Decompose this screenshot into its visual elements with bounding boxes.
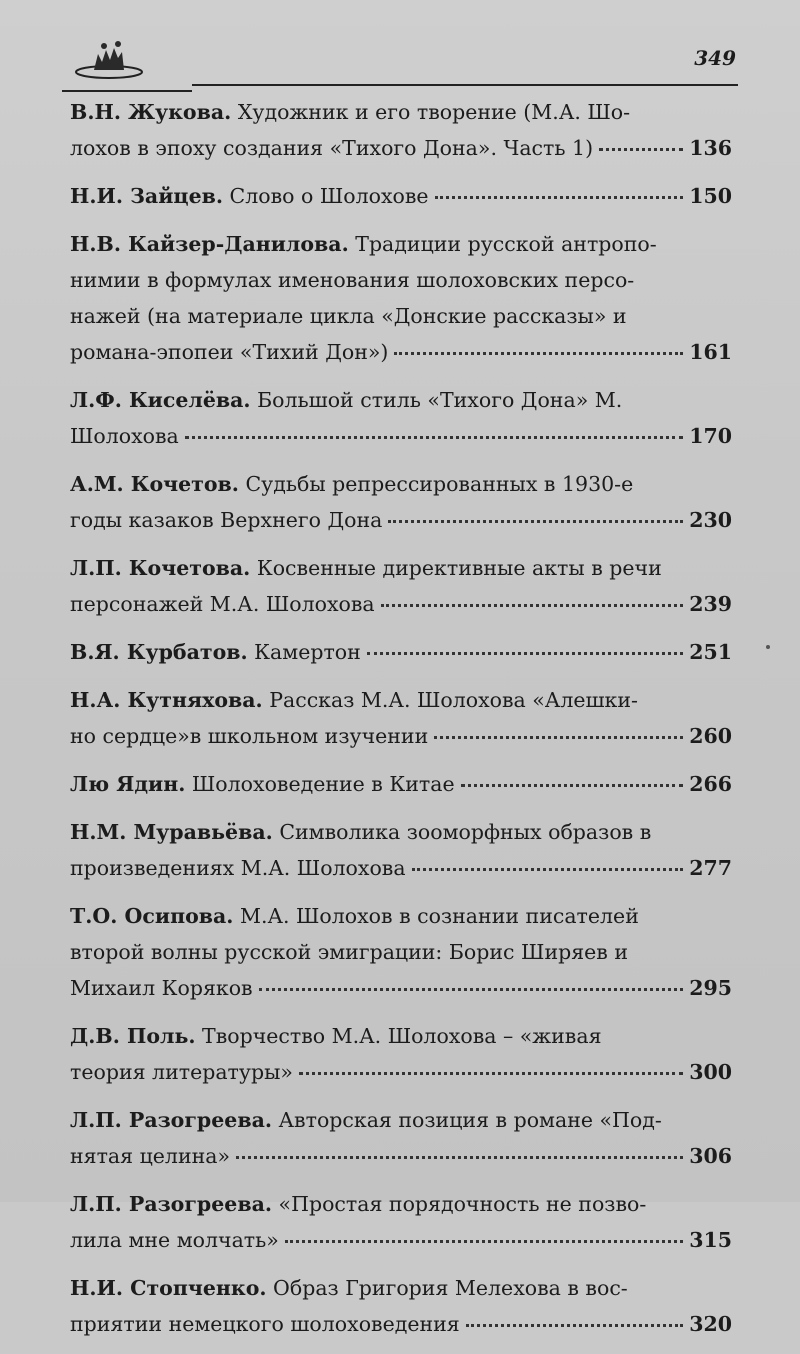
- toc-entry-last-line: [70, 334, 732, 370]
- dot-leader: [435, 196, 684, 199]
- toc-title-part: лила мне молчать»: [70, 1228, 279, 1252]
- toc-author: Л.П. Кочетова.: [70, 556, 251, 580]
- toc-entry-last-line: [70, 766, 732, 802]
- toc-title-part: второй волны русской эмиграции: Борис Ширяев и: [70, 940, 629, 964]
- toc-entry-line: [70, 814, 732, 850]
- toc-title-part: Авторская позиция в романе «Под-: [278, 1108, 662, 1132]
- toc-author: Н.В. Кайзер-Данилова.: [70, 232, 349, 256]
- dot-leader: [394, 352, 683, 355]
- toc-title-part: Символика зооморфных образов в: [279, 820, 652, 844]
- toc-author: Л.П. Разогреева.: [70, 1192, 272, 1216]
- page-header: [62, 28, 738, 90]
- toc-title-part: теория литературы»: [70, 1060, 293, 1084]
- toc-entry: [70, 1102, 732, 1174]
- toc-author: В.Я. Курбатов.: [70, 640, 248, 664]
- toc-page-number: 315: [689, 1228, 732, 1252]
- toc-entry: [70, 814, 732, 886]
- toc-entry: [70, 550, 732, 622]
- toc-entry-last-line: [70, 178, 732, 214]
- toc-entry-last-line: [70, 1222, 732, 1258]
- toc-entry-last-line: [70, 130, 732, 166]
- toc-entry-last-line: [70, 970, 732, 1006]
- toc-author: Н.М. Муравьёва.: [70, 820, 273, 844]
- dot-leader: [381, 604, 684, 607]
- toc-page-number: 300: [689, 1060, 732, 1084]
- toc-page-number: 251: [689, 640, 732, 664]
- toc-author: Д.В. Поль.: [70, 1024, 196, 1048]
- toc-title-part: Косвенные директивные акты в речи: [256, 556, 662, 580]
- toc-entry-line: [70, 94, 732, 130]
- toc-entry-last-line: [70, 718, 732, 754]
- toc-title-part: годы казаков Верхнего Дона: [70, 508, 383, 532]
- toc-author: Л.П. Разогреева.: [70, 1108, 272, 1132]
- toc-entry-last-line: [70, 586, 732, 622]
- dot-leader: [412, 868, 684, 871]
- toc-title-part: Рассказ М.А. Шолохова «Алешки-: [269, 688, 638, 712]
- table-of-contents: [70, 94, 732, 1354]
- toc-page-number: 136: [689, 136, 732, 160]
- toc-page-number: 150: [689, 184, 732, 208]
- toc-entry: [70, 1186, 732, 1258]
- toc-author: Н.И. Зайцев.: [70, 184, 223, 208]
- toc-entry-last-line: [70, 502, 732, 538]
- dot-leader: [388, 520, 683, 523]
- toc-title-part: приятии немецкого шолоховедения: [70, 1312, 460, 1336]
- toc-title-part: Камертон: [254, 640, 361, 664]
- toc-page-number: 260: [689, 724, 732, 748]
- toc-title-part: Шолоховедение в Китае: [191, 772, 455, 796]
- toc-entry-line: [70, 226, 732, 262]
- toc-entry-last-line: [70, 1138, 732, 1174]
- toc-title-part: «Простая порядочность не позво-: [278, 1192, 647, 1216]
- toc-entry: [70, 382, 732, 454]
- toc-page-number: 239: [689, 592, 732, 616]
- dot-leader: [434, 736, 683, 739]
- toc-page-number: 230: [689, 508, 732, 532]
- toc-title-part: романа-эпопеи «Тихий Дон»): [70, 340, 389, 364]
- toc-page-number: 161: [689, 340, 732, 364]
- toc-entry-last-line: [70, 634, 732, 670]
- toc-title-part: Шолохова: [70, 424, 179, 448]
- dot-leader: [259, 988, 684, 991]
- toc-entry: [70, 634, 732, 670]
- toc-title-part: Слово о Шолохове: [229, 184, 429, 208]
- toc-entry: [70, 94, 732, 166]
- toc-entry: [70, 1018, 732, 1090]
- toc-title-part: Судьбы репрессированных в 1930-е: [245, 472, 634, 496]
- toc-title-part: Большой стиль «Тихого Дона» М.: [257, 388, 623, 412]
- toc-entry: [70, 466, 732, 538]
- toc-entry-line: [70, 1270, 732, 1306]
- speck: [766, 645, 770, 649]
- toc-entry-last-line: [70, 1306, 732, 1342]
- toc-entry-line: [70, 1018, 732, 1054]
- toc-entry-last-line: [70, 1054, 732, 1090]
- toc-entry-last-line: [70, 418, 732, 454]
- toc-page-number: 295: [689, 976, 732, 1000]
- toc-title-part: нажей (на материале цикла «Донские рассказы» и: [70, 304, 627, 328]
- toc-entry: [70, 766, 732, 802]
- toc-author: Лю Ядин.: [70, 772, 186, 796]
- dot-leader: [285, 1240, 683, 1243]
- dot-leader: [599, 148, 683, 151]
- dot-leader: [367, 652, 683, 655]
- toc-entry-line: [70, 682, 732, 718]
- toc-author: Л.Ф. Киселёва.: [70, 388, 251, 412]
- toc-entry: [70, 178, 732, 214]
- dot-leader: [461, 784, 684, 787]
- toc-page-number: 170: [689, 424, 732, 448]
- toc-title-part: нимии в формулах именования шолоховских персо-: [70, 268, 635, 292]
- page-number: 349: [694, 46, 736, 70]
- toc-title-part: Художник и его творение (М.А. Шо-: [237, 100, 631, 124]
- toc-entry-line: [70, 1186, 732, 1222]
- toc-author: В.Н. Жукова.: [70, 100, 232, 124]
- toc-author: Н.А. Кутняхова.: [70, 688, 263, 712]
- dot-leader: [185, 436, 683, 439]
- dot-leader: [299, 1072, 683, 1075]
- toc-entry-last-line: [70, 850, 732, 886]
- toc-entry-line: [70, 898, 732, 934]
- dot-leader: [236, 1156, 683, 1159]
- toc-title-part: лохов в эпоху создания «Тихого Дона». Часть 1): [70, 136, 594, 160]
- toc-page-number: 266: [689, 772, 732, 796]
- toc-title-part: Творчество М.А. Шолохова – «живая: [202, 1024, 602, 1048]
- toc-entry: [70, 682, 732, 754]
- toc-entry-line: [70, 466, 732, 502]
- toc-author: Т.О. Осипова.: [70, 904, 234, 928]
- toc-entry: [70, 226, 732, 370]
- toc-title-part: произведениях М.А. Шолохова: [70, 856, 406, 880]
- toc-title-part: Михаил Коряков: [70, 976, 253, 1000]
- toc-entry-line: [70, 382, 732, 418]
- toc-title-part: Образ Григория Мелехова в вос-: [273, 1276, 628, 1300]
- dot-leader: [466, 1324, 683, 1327]
- toc-entry: [70, 1270, 732, 1342]
- toc-entry: [70, 898, 732, 1006]
- toc-title-part: М.А. Шолохов в сознании писателей: [239, 904, 639, 928]
- header-rule-left: [62, 90, 192, 92]
- toc-entry-line: [70, 1102, 732, 1138]
- toc-title-part: нятая целина»: [70, 1144, 231, 1168]
- toc-author: А.М. Кочетов.: [70, 472, 239, 496]
- header-rule: [192, 84, 738, 86]
- toc-title-part: Традиции русской антропо-: [355, 232, 657, 256]
- toc-title-part: но сердце»в школьном изучении: [70, 724, 429, 748]
- toc-entry-line: [70, 550, 732, 586]
- toc-title-part: персонажей М.А. Шолохова: [70, 592, 375, 616]
- toc-page-number: 306: [689, 1144, 732, 1168]
- publisher-logo-icon: [74, 36, 144, 80]
- toc-page-number: 277: [689, 856, 732, 880]
- toc-page-number: 320: [689, 1312, 732, 1336]
- toc-author: Н.И. Стопченко.: [70, 1276, 267, 1300]
